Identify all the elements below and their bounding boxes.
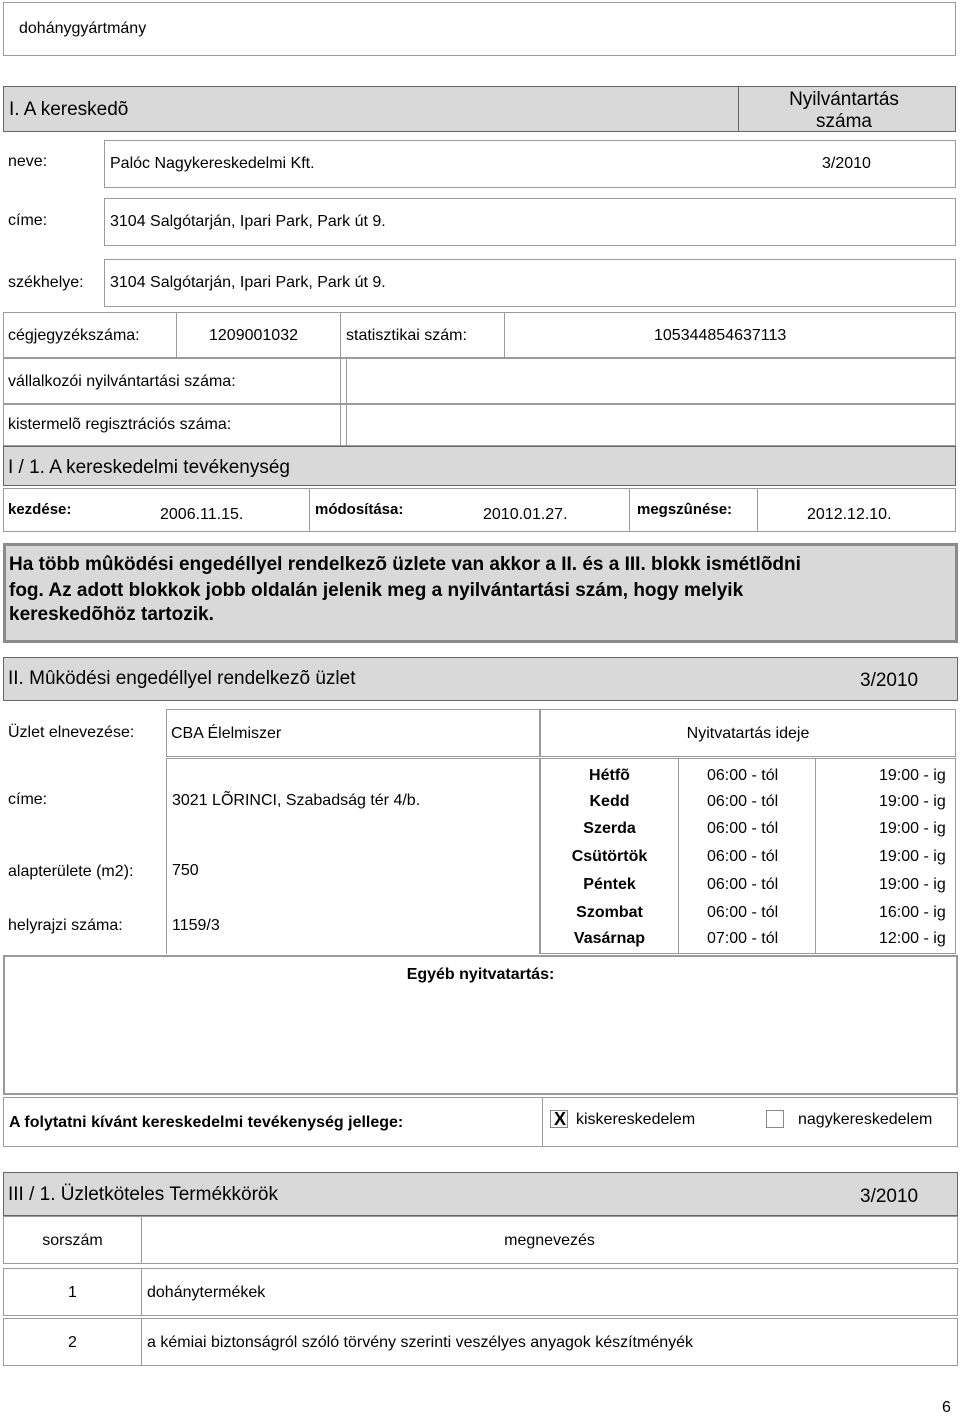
activity-row xyxy=(3,1097,958,1147)
divider xyxy=(346,359,347,403)
start-value: 2006.11.15. xyxy=(160,506,244,523)
section3-reg-number: 3/2010 xyxy=(860,1186,919,1207)
hours-to: 16:00 - ig xyxy=(879,904,946,921)
modified-label: módosítása: xyxy=(315,501,404,518)
day-label: Szerda xyxy=(583,820,636,837)
reg-number-value: 3/2010 xyxy=(822,155,871,172)
stat-label: statisztikai szám: xyxy=(346,327,467,344)
page-number: 6 xyxy=(942,1399,951,1416)
section2-header xyxy=(3,657,958,701)
day-label: Szombat xyxy=(576,904,643,921)
smallproducer-row xyxy=(3,404,956,446)
lot-field xyxy=(166,900,540,954)
divider xyxy=(346,405,347,445)
section3-title: III / 1. Üzletköteles Termékkörök xyxy=(8,1184,278,1205)
activity-label: A folytatni kívánt kereskedelmi tevékenység jellege: xyxy=(9,1114,404,1131)
retail-check-mark: X xyxy=(554,1109,567,1129)
entrepreneur-row xyxy=(3,358,956,404)
section3-header xyxy=(3,1172,958,1216)
seat-value: 3104 Salgótarján, Ipari Park, Park út 9. xyxy=(110,274,386,291)
hours-from: 06:00 - tól xyxy=(707,767,779,784)
section1-header xyxy=(3,86,739,132)
reg-number-header xyxy=(738,86,956,132)
hours-to: 19:00 - ig xyxy=(879,820,946,837)
hours-from: 06:00 - tól xyxy=(707,793,779,810)
divider xyxy=(176,313,177,357)
shop-name-value: CBA Élelmiszer xyxy=(171,725,282,742)
hours-from: 07:00 - tól xyxy=(707,930,779,947)
area-field xyxy=(166,840,540,902)
products-header-row xyxy=(3,1216,958,1264)
shop-name-field xyxy=(166,709,540,757)
notice-line3: kereskedõhöz tartozik. xyxy=(9,604,214,625)
shop-address-label: címe: xyxy=(8,791,48,808)
day-label: Hétfõ xyxy=(589,767,630,784)
divider xyxy=(757,489,758,531)
hours-from: 06:00 - tól xyxy=(707,848,779,865)
address-value: 3104 Salgótarján, Ipari Park, Park út 9. xyxy=(110,213,386,230)
section1-1-header xyxy=(3,446,956,486)
other-hours-label: Egyéb nyitvatartás: xyxy=(406,966,555,983)
hours-table xyxy=(540,758,956,954)
divider xyxy=(309,489,310,531)
hours-to: 19:00 - ig xyxy=(879,767,946,784)
section2-title: II. Mûködési engedéllyel rendelkezõ üzlet xyxy=(8,668,356,689)
hours-from: 06:00 - tól xyxy=(707,820,779,837)
day-label: Kedd xyxy=(589,793,630,810)
hours-from: 06:00 - tól xyxy=(707,876,779,893)
notice-line1: Ha több mûködési engedéllyel rendelkezõ üzlete van akkor a II. és a III. blokk ismétlõdni xyxy=(9,554,801,575)
hours-to: 19:00 - ig xyxy=(879,876,946,893)
end-value: 2012.12.10. xyxy=(807,506,892,523)
wholesale-label: nagykereskedelem xyxy=(798,1111,933,1128)
divider xyxy=(678,759,679,953)
smallproducer-label: kistermelõ regisztrációs száma: xyxy=(8,416,232,433)
address-field xyxy=(104,198,956,246)
day-label: Csütörtök xyxy=(571,848,648,865)
notice-line2: fog. Az adott blokkok jobb oldalán jelenik meg a nyilvántartási szám, hogy melyik xyxy=(9,580,744,601)
opening-hours-label: Nyitvatartás ideje xyxy=(686,725,810,742)
shop-address-field xyxy=(166,758,540,840)
hours-to: 19:00 - ig xyxy=(879,848,946,865)
section2-reg-number: 3/2010 xyxy=(860,670,919,691)
address-label: címe: xyxy=(8,212,48,229)
day-label: Péntek xyxy=(583,876,636,893)
retail-label: kiskereskedelem xyxy=(576,1111,696,1128)
col-name-header: megnevezés xyxy=(504,1232,595,1249)
company-reg-value: 1209001032 xyxy=(209,327,298,344)
area-value: 750 xyxy=(172,862,199,879)
divider xyxy=(340,359,341,403)
section1-title: I. A kereskedõ xyxy=(9,99,129,120)
row-number: 1 xyxy=(68,1284,77,1301)
company-reg-label: cégjegyzékszáma: xyxy=(8,327,140,344)
divider xyxy=(141,1319,142,1365)
row-name: dohánytermékek xyxy=(147,1284,266,1301)
area-label: alapterülete (m2): xyxy=(8,863,134,880)
reg-number-label: Nyilvántartás száma xyxy=(789,89,899,132)
hours-from: 06:00 - tól xyxy=(707,904,779,921)
hours-to: 12:00 - ig xyxy=(879,930,946,947)
top-field-value: dohánygyártmány xyxy=(19,20,147,37)
divider xyxy=(340,405,341,445)
opening-hours-header xyxy=(540,709,956,757)
top-field xyxy=(3,2,956,56)
divider xyxy=(815,759,816,953)
stat-value: 105344854637113 xyxy=(654,327,787,344)
name-label: neve: xyxy=(8,153,48,170)
shop-address-value: 3021 LÕRINCI, Szabadság tér 4/b. xyxy=(172,792,421,809)
divider xyxy=(141,1269,142,1315)
divider xyxy=(542,1098,543,1146)
lot-value: 1159/3 xyxy=(172,917,220,934)
name-value: Palóc Nagykereskedelmi Kft. xyxy=(110,155,315,172)
table-row xyxy=(3,1318,958,1366)
day-label: Vasárnap xyxy=(573,930,646,947)
section1-1-title: I / 1. A kereskedelmi tevékenység xyxy=(8,457,290,478)
divider xyxy=(629,489,630,531)
seat-label: székhelye: xyxy=(8,274,84,291)
dates-row xyxy=(3,488,956,532)
lot-label: helyrajzi száma: xyxy=(8,917,123,934)
divider xyxy=(340,313,341,357)
wholesale-checkbox[interactable] xyxy=(766,1110,784,1128)
row-number: 2 xyxy=(68,1334,77,1351)
modified-value: 2010.01.27. xyxy=(483,506,568,523)
name-field xyxy=(104,140,956,188)
divider xyxy=(504,313,505,357)
row-name: a kémiai biztonságról szóló törvény szerinti veszélyes anyagok készítményék xyxy=(147,1334,694,1351)
shop-name-label: Üzlet elnevezése: xyxy=(8,724,135,741)
notice-box xyxy=(3,543,958,643)
start-label: kezdése: xyxy=(8,501,72,518)
col-number-header: sorszám xyxy=(42,1232,103,1249)
company-reg-row xyxy=(3,312,956,358)
retail-checkbox[interactable] xyxy=(550,1110,568,1128)
hours-to: 19:00 - ig xyxy=(879,793,946,810)
other-hours-box xyxy=(3,955,958,1095)
entrepreneur-label: vállalkozói nyilvántartási száma: xyxy=(8,373,236,390)
end-label: megszûnése: xyxy=(637,501,733,518)
table-row xyxy=(3,1268,958,1316)
seat-field xyxy=(104,259,956,307)
